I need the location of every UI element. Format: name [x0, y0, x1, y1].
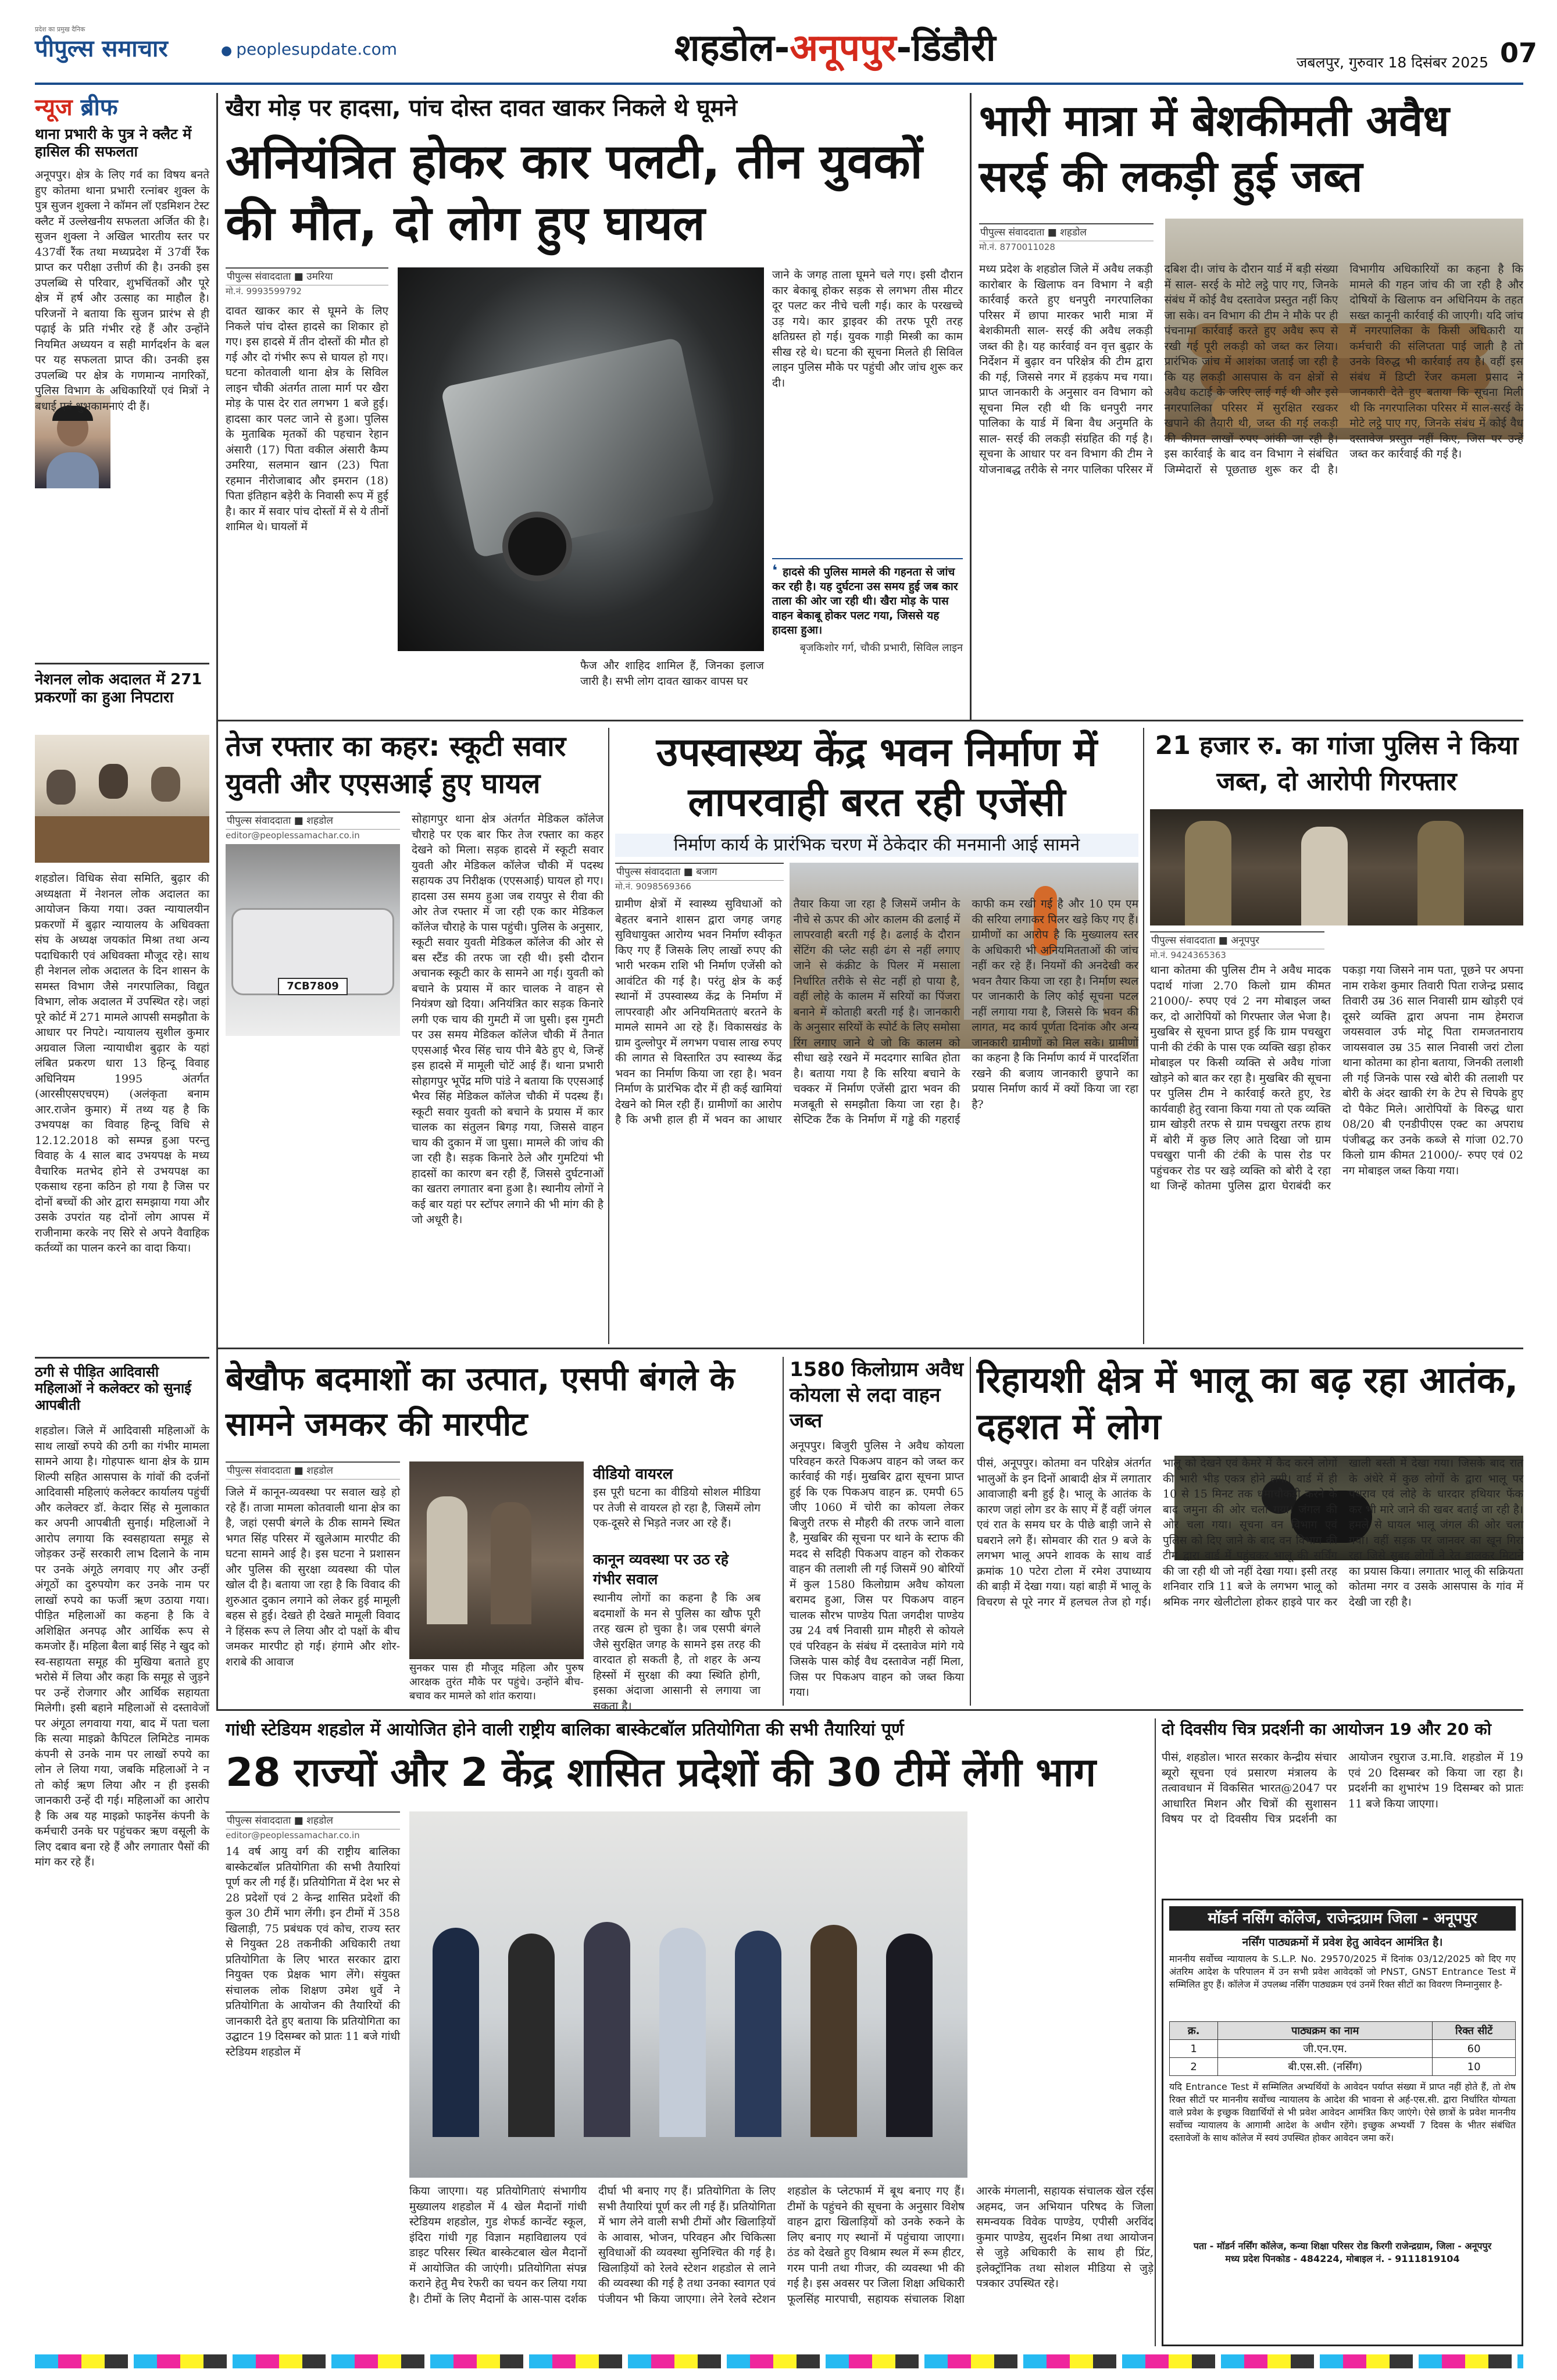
print-registration-strip [35, 2354, 1523, 2368]
lakdi-byline: पीपुल्स संवाददाता ■ शहडोल मो.नं. 8770011028 [979, 223, 1154, 253]
lok-adalat-photo [35, 735, 209, 863]
advert-table-header: रिक्त सीटें [1433, 2022, 1516, 2040]
advert-table [1169, 2021, 1516, 2076]
news-brief-body: अनूपपुर। क्षेत्र के लिए गर्व का विषय बनते हुए कोतमा थाना प्रभारी रत्नांबर शुक्ल के पुत्र सुजन शुक्ला ने कॉमन लॉ एडमिशन टेस्ट क्लैट में उल्लेखनीय सफलता अर्जित की है। सुजन शुक्ला ने अखिल भारतीय स्तर पर 437वीं रैंक तथा मध्यप्रदेश में 37वीं रैंक प्राप्त कर परीक्षा उत्तीर्ण की है। उनकी इस उपलब्धि से परिवार, शुभचिंतकों और पूरे क्षेत्र में हर्ष और उत्साह का माहौल है। परिजनों ने बताया कि सुजन प्रारंभ से ही पढ़ाई के प्रति गंभीर रहे हैं और उन्होंने नियमित अध्ययन व सही मार्गदर्शन के बल पर यह सफलता प्राप्त की। उनकी इस उपलब्धि पर क्षेत्र के गणमान्य नागरिकों, पुलिस विभाग के अधिकारियों एवं मित्रों ने बधाई एवं शुभकामनाएं दी हैं। [35, 169, 209, 413]
masthead [35, 23, 1538, 79]
advert-table-header: क्र. [1170, 2022, 1218, 2040]
basketball-body-left: 14 वर्ष आयु वर्ग की राष्ट्रीय बालिका बास्केटबॉल प्रतियोगिता की सभी तैयारियां पूर्ण कर ली गई हैं। प्रतियोगिता में देश भर से 28 प्रदेशों एवं 2 केन्द्र शासित प्रदेशों की कुल 30 टीमें भाग लेंगी। इन टीमों में 358 खिलाड़ी, 75 प्रबंधक एवं कोच, राज्य स्तर से नियुक्त 28 तकनीकी अधिकारी तथा प्रतियोगिता के लिए भारत सरकार द्वारा नियुक्त एक प्रेक्षक भाग लेंगे। संयुक्त संचालक लोक शिक्षण उमेश धुर्वे ने प्रतियोगिता के आयोजन की तैयारियों की जानकारी देते हुए बताया कि प्रतियोगिता का उद्घाटन 19 दिसम्बर को प्रातः 11 बजे गांधी स्टेडियम शहडोल में [226, 1845, 400, 2059]
car-accident-byline: पीपुल्स संवाददाता ■ उमरिया मो.नं. 9993599792 [226, 267, 388, 297]
masthead-rule [35, 83, 1523, 85]
advert-footer: यदि Entrance Test में सम्मिलित अभ्यर्थियों के आवेदन पर्याप्त संख्या में प्राप्त नहीं होते हैं, तो शेष रिक्त सीटों पर माननीय सर्वोच्च न्यायालय के आदेश की भावना से अर्ह-एस.सी. द्वारा निर्धारित योग्यता वाले प्रवेश के इच्छुक विद्यार्थियों से भी प्रवेश आवेदन आमंत्रित किए जाएंगे। ऐसे छात्रों के प्रवेश माननीय सर्वोच्च न्यायालय के आगामी आदेश के अधीन रहेंगे। इच्छुक अभ्यर्थी 7 दिवस के भीतर संबंधित दस्तावेजों के साथ कॉलेज में स्वयं उपस्थित होकर आवेदन जमा करें। [1169, 2081, 1516, 2143]
bhalu-article [977, 1357, 1523, 1706]
sp-bangla-caption: सुनकर पास ही मौजूद महिला और पुरुष आरक्षक तुरंत मौके पर पहुंचे। उन्होंने बीच-बचाव कर मामले को शांत कराया। [409, 1662, 584, 1702]
website-url[interactable]: ● peoplesupdate.com [221, 40, 398, 59]
table-cell: बी.एस.सी. (नर्सिंग) [1218, 2058, 1433, 2076]
sp-bangla-article [226, 1357, 760, 1713]
car-wreck-photo [398, 267, 764, 651]
divider-right [970, 93, 972, 721]
video-viral-head: वीडियो वायरल [593, 1466, 673, 1483]
table-cell: 10 [1433, 2058, 1516, 2076]
scooty-byline: पीपुल्स संवाददाता ■ शहडोल editor@peoplessamachar.co.in [226, 812, 400, 841]
section-dindori: -डिंडौरी [896, 27, 996, 70]
sp-bangla-body-left: जिले में कानून-व्यवस्था पर सवाल खड़े हो रहे हैं। ताजा मामला कोतवाली थाना क्षेत्र का है, जहां एसपी बंगले के ठीक सामने स्थित भगत सिंह परिसर में खुलेआम मारपीट की घटना सामने आई है। इस घटना ने प्रशासन और पुलिस की सुरक्षा व्यवस्था की पोल खोल दी है। बताया जा रहा है कि विवाद की शुरुआत दुकान लगाने को लेकर हुई मामूली बहस से हुई। देखते ही देखते मामूली विवाद ने हिंसक रूप ले लिया और दो पक्षों के बीच जमकर मारपीट हो गई। हंगामे और शोर-शराबे की आवाज [226, 1486, 400, 1668]
divider-row1 [216, 720, 1523, 721]
sp-bangla-byline: पीपुल्स संवाददाता ■ शहडोल [226, 1461, 400, 1480]
divider-upswasthya-left [608, 728, 609, 1344]
ganja-byline: पीपुल्स संवाददाता ■ अनूपपुर मो.नं. 9424365363 [1150, 931, 1324, 961]
car-accident-body-left: दावत खाकर कार से घूमने के लिए निकले पांच दोस्त हादसे का शिकार हो गए। इस हादसे में तीन दोस्तों की मौत हो गई और दो गंभीर रूप से घायल हो गए। घटना कोतवाली थाना क्षेत्र के सिविल लाइन चौकी अंतर्गत ताला मार्ग पर खैरा मोड़ के पास देर रात लगभग 1 बजे हुई। हादसा कार पलट जाने से हुआ। पुलिस के मुताबिक मृतकों की पहचान रेहान अंसारी (17) पिता वकील अंसारी कैम्प उमरिया, सलमान खान (23) पिता रहमान नीरोजाबाद और इमरान (18) पिता इंतिहान बड़ेरी के निवासी रूप में हुई है। कार में सवार पांच दोस्तों में से ये तीनों शामिल थे। घायलों में [226, 305, 388, 533]
divider-koyla-left [783, 1357, 784, 1706]
crashed-car-photo [226, 844, 400, 1036]
upswasthya-byline: पीपुल्स संवाददाता ■ बजाग मो.नं. 9098569366 [615, 863, 784, 892]
table-row [1170, 2058, 1516, 2076]
ganja-body: थाना कोतमा की पुलिस टीम ने अवैध मादक पदार्थ गांजा 2.70 किलो ग्राम कीमत 21000/- रुपए एवं 2 नग मोबाइल जब्त कर, दो आरोपियों को गिरफ्तार जेल भेजा है। मुखबिर से सूचना प्राप्त हुई कि ग्राम पचखुरा पानी की टंकी के पास एक व्यक्ति खड़ा होकर मोबाइल पर किसी व्यक्ति से अवैध गांजा खोड़ने को बात कर रहा है। मुखबिर की सूचना पर पुलिस टीम ने कार्रवाई करते हुए, रेड कार्यवाही हेतु रवाना किया गया तो एक व्यक्ति ग्राम खोड़री तरफ से ग्राम पचखुरा तरफ हाथ में बोरी में कुछ लिए आते दिखा जो ग्राम पचखुरा पानी की टंकी के पास रोड पर पहुंचकर रोड पर खड़े व्यक्ति को बोरी दे रहा था जिन्हें कोतमा पुलिस द्वारा घेराबंदी कर पकड़ा गया जिसने नाम पता, पूछने पर अपना नाम राकेश कुमार तिवारी पिता राजेन्द्र प्रसाद तिवारी उम्र 36 साल निवासी ग्राम खोड़री एवं दूसरे व्यक्ति द्वारा अपना नाम हेमराज जयसवाल उर्फ मोटू पिता रामजतनाराय जायसवाल उम्र 35 साल निवासी जरां टोला थाना कोतमा का होना बताया, जिनकी तलाशी ली गई जिनके पास रखे बोरी की तलाशी पर बोरी के अंदर खाकी रंग के टेप से चिपके हुए दो पैकेट मिले। आरोपियों के विरुद्ध धारा 08/20 बी एनडीपीएस एक्ट का अपराध पंजीबद्ध कर उनके कब्जे से गांजा 02.70 किलो ग्राम कीमत 21000/- रुपए एवं 02 नग मोबाइल जब्त किया गया। [1150, 964, 1523, 1192]
chitra-article [1162, 1718, 1523, 1893]
globe-icon: ● [221, 44, 237, 58]
table-row [1170, 2040, 1516, 2058]
basketball-byline: पीपुल्स संवाददाता ■ शहडोल editor@peoplessamachar.co.in [226, 1811, 400, 1841]
lok-adalat-article [35, 671, 209, 1351]
table-cell: 2 [1170, 2058, 1218, 2076]
divider-lok-adalat [35, 663, 209, 664]
koyla-article [790, 1357, 964, 1706]
upswasthya-body: ग्रामीण क्षेत्रों में स्वास्थ्य सुविधाओं को बेहतर बनाने शासन द्वारा जगह जगह सुविधायुक्त आरोग्य भवन निर्माण स्वीकृत किए गए हैं जिसके लिए लाखों रुपए की भारी भरकम राशि भी निर्माण एजेंसी को आवंटित की गई है। परंतु क्षेत्र के कई स्थानों में उपस्वास्थ्य केंद्र के निर्माण में लापरवाही और अनियमितताएं बरतने के मामले सामने आ रहे हैं। विकासखंड के ग्राम दुल्लोपुर में लगभग पचास लाख रुपए की लागत से विस्तारित उप स्वास्थ्य केंद्र भवन का निर्माण किया जा रहा है। भवन निर्माण के प्रारंभिक दौर में ही कई खामियां देखने को मिल रही हैं। ग्रामीणों का आरोप है कि अभी हाल ही में भवन का आधार तैयार किया जा रहा है जिसमें जमीन के नीचे से ऊपर की ओर कालम की ढलाई में लापरवाही बरती गई है। ढलाई के दौरान सेंटिंग की प्लेट सही ढंग से नहीं लगाए जाने से कंक्रीट के पिलर में मसाला निर्धारित तरीके से सेट नहीं हो पाया है, वहीं लोहे के कालम में सरियों का पिंजरा बनाने में कोताही बरती गई है। जानकारी के अनुसार सरियों के स्पोर्ट के लिए समोसा रिंग लगाए जाने थे जो कि कालम को सीधा खड़े रखने में मददगार साबित होता है। बताया गया है कि सरिया बचाने के चक्कर में निर्माण एजेंसी द्वारा भवन की मजबूती से समझौता किया जा रहा है। सेप्टिक टैंक के निर्माण में गड्ढे की गहराई काफी कम रखी गई है और 10 एम एम की सरिया लगाकर पिलर खड़े किए गए हैं। ग्रामीणों का आरोप है कि मुख्यालय स्तर के अधिकारी भी अनियमितताओं की जांच नहीं कर रहे हैं। नियमों की अनदेखी कर भवन तैयार किया जा रहा है। निर्माण स्थल पर जानकारी के लिए कोई सूचना पटल नहीं लगाया गया है, जिससे कि भवन की लागत, मद कार्य पूर्णता दिनांक और अन्य जानकारी ग्रामीणों को मिल सके। ग्रामीणों का कहना है कि निर्माण कार्य में पारदर्शिता रखने की बजाय जानकारी छुपाने का प्रयास निर्माण कार्य में क्यों किया जा रहा है? [615, 898, 1138, 1126]
newspaper-logo [35, 26, 203, 72]
section-shahdol: शहडोल- [674, 27, 790, 70]
lok-adalat-body: शहडोल। विधिक सेवा समिति, बुढ़ार की अध्यक्षता में नेशनल लोक अदालत का आयोजन किया गया। उक्त न्यायालयीन प्रकरणों में बुढ़ार न्यायालय के अधिवक्ता संघ के अध्यक्ष जयकांत मिश्रा तथा अन्य पदाधिकारी एवं अधिवक्ता मौजूद रहे। साथ ही नेशनल लोक अदालत के दिन शासन के समस्त विभाग जैसे नगरपालिका, विद्युत विभाग, लोक अदालत में उपस्थित रहे। जहां पूरे कोर्ट में 271 मामले आपसी समझौता के आधार पर निपटे। न्यायालय सुशील कुमार अग्रवाल जिला न्यायाधीश बुढ़ार के यहां लंबित प्रकरण धारा 13 हिन्दू विवाह अधिनियम 1995 अंतर्गत (आरसीएसएचएम) (अलंकृता बनाम आर.राजेन कुमार) में तथ्य यह है कि उभयपक्ष का विवाह हिन्दू विधि से 12.12.2018 को सम्पन्न हुआ परन्तु विवाह के 4 साल बाद उभयपक्ष के मध्य वैचारिक मतभेद होने से उभयपक्ष का एकसाथ रहना कठिन हो गया है जिस पर दोनों बच्चों की ओर द्वारा समझाया गया और उसके उपरांत यह दोनों लोग आपस में राजीनामा करके नए सिरे से अपने वैवाहिक कर्तव्यों का पालन करने का वादा किया। [35, 872, 209, 1255]
upswasthya-subhead: निर्माण कार्य के प्रारंभिक चरण में ठेकेदार की मनमानी आई सामने [615, 834, 1138, 857]
advert-subtitle: नर्सिंग पाठ्यक्रमों में प्रवेश हेतु आवेदन आमंत्रित है। [1242, 1936, 1443, 1949]
divider-adivasi [35, 1357, 209, 1359]
scooty-headline: तेज रफ्तार का कहर: स्कूटी सवार युवती और एएसआई हुए घायल [226, 730, 566, 800]
divider-bhalu-left [970, 1357, 971, 1706]
table-cell: 60 [1433, 2040, 1516, 2058]
basketball-headline: 28 राज्यों और 2 केंद्र शासित प्रदेशों की 30 टीमें लेंगी भाग [226, 1750, 1096, 1796]
law-order-head: कानून व्यवस्था पर उठ रहे गंभीर सवाल [593, 1551, 729, 1588]
adivasi-headline: ठगी से पीड़ित आदिवासी महिलाओं ने कलेक्टर को सुनाई आपबीती [35, 1364, 191, 1413]
scooty-body: सोहागपुर थाना क्षेत्र अंतर्गत मेडिकल कॉलेज चौराहे पर एक बार फिर तेज रफ्तार का कहर देखने को मिला। सड़क हादसे में स्कूटी सवार युवती और मेडिकल कॉलेज चौकी में पदस्थ सहायक उप निरीक्षक (एएसआई) घायल हो गए। हादसा उस समय हुआ जब रायपुर से रीवा की ओर तेज रफ्तार में जा रही एक कार मेडिकल कॉलेज चौराहे के पास पहुंची। पुलिस के अनुसार, स्कूटी सवार युवती मेडिकल कॉलेज की ओर से बस स्टैंड की तरफ जा रही थी। इसी दौरान अचानक स्कूटी कार के सामने आ गई। युवती को बचाने के प्रयास में कार चालक ने वाहन से नियंत्रण खो दिया। अनियंत्रित कार सड़क किनारे लगी एक चाय की गुमटी में जा घुसी। इस गुमटी पर उस समय मेडिकल कॉलेज चौकी में तैनात एएसआई भैरव सिंह चाय पीने बैठे हुए थे, जिन्हें इस हादसे में मामूली चोटें आई हैं। थाना प्रभारी सोहागपुर भूपेंद्र मणि पांडे ने बताया कि एएसआई भैरव सिंह मेडिकल कॉलेज चौकी में पदस्थ हैं। स्कूटी सवार युवती को बचाने के प्रयास में कार चालक का संतुलन बिगड़ गया, जिससे वाहन चाय की दुकान में जा घुसा। मामले की जांच की जा रही है। सड़क किनारे ठेले और गुमटियां भी हादसों का कारण बन रही हैं, जिससे दुर्घटनाओं का खतरा लगातार बना हुआ है। स्थानीय लोगों ने कई बार यहां पर स्टॉपर लगाने की भी मांग की है जो अधूरी है। [412, 813, 603, 1226]
lok-adalat-headline: नेशनल लोक अदालत में 271 प्रकरणों का हुआ निपटारा [35, 671, 202, 706]
video-viral-body: इस पूरी घटना का वीडियो सोशल मीडिया पर तेजी से वायरल हो रहा है, जिसमें लोग एक-दूसरे से भिड़ते नजर आ रहे हैं। [593, 1486, 760, 1530]
adivasi-article [35, 1364, 209, 2346]
section-anuppur: अनूपपुर [790, 27, 897, 70]
sp-bangla-headline: बेखौफ बदमाशों का उत्पात, एसपी बंगले के सामने जमकर की मारपीट [226, 1360, 735, 1443]
advert-contact: मध्य प्रदेश पिनकोड - 484224, मोबाइल नं. - 9111819104 [1225, 2253, 1460, 2264]
dateline: जबलपुर, गुरुवार 18 दिसंबर 2025 [1296, 54, 1488, 71]
bhalu-headline: रिहायशी क्षेत्र में भालू का बढ़ रहा आतंक, दहशत में लोग [977, 1359, 1519, 1448]
news-brief-headline: थाना प्रभारी के पुत्र ने क्लैट में हासिल की सफलता [35, 126, 192, 160]
logo-text: पीपुल्स समाचार [35, 35, 168, 62]
basketball-article [226, 1718, 1154, 2346]
table-cell: जी.एन.एम. [1218, 2040, 1433, 2058]
sp-bangla-right [593, 1357, 760, 1713]
advert-table-header: पाठ्यक्रम का नाम [1218, 2022, 1433, 2040]
page-number: 07 [1500, 37, 1538, 69]
car-accident-article [226, 93, 963, 715]
bhalu-body: पीसं, अनूपपुर। कोतमा वन परिक्षेत्र अंतर्गत भालुओं के इन दिनों आबादी क्षेत्र में लगातार आवाजाही बनी हुई है। भालू के आतंक के कारण जहां लोग डर के साए में हैं वहीं जंगल एवं रात के समय घर के पीछे बाड़ी जाने से घबराने लगे हैं। सोमवार की रात 9 बजे के लगभग भालू अपने शावक के साथ वार्ड क्रमांक 10 पटेरा टोला में रमेश उपाध्याय की बाड़ी में देखा गया। यहां बाड़ी में भालू के विचरण से पूरे नगर में हलचल तेज हो गई। भालू को देखने एवं कैमरे में कैद करने लोगों की भारी भीड़ एकत्र होने लगी। वार्ड में ही 10 से 15 मिनट तक धमाचौकड़ी करने के बाद जमुना की ओर चला गया। जंगल की ओर चला गया। सूचना वन विभाग एवं पुलिस को दिए जाने के बाद वन विभाग की टीम द्वारा वार्ड में पहुंचकर भालू की सर्चिंग की जा रही थी जो नहीं देखा गया। इसी तरह शनिवार रात्रि 11 बजे के लगभग भालू को श्रमिक नगर खेलीटोला होकर हाइवे पार कर खाली बस्ती में देखा गया। जिसके बाद रात के अंधेरे में कुछ लोगों के द्वारा भालू पर पथराव एवं लोहे के धारदार हथियार फेंक कर भी मारे जाने की खबर बताई जा रही है। हमले से घायल भालू जंगल की ओर चला गया। वहीं सड़क पर जानवर का खून गिरा रहा जिसे सुबह लोगों ने रेत डालकर मिटाने का प्रयास किया। लगातार भालू की सक्रियता कोतमा नगर व उसके आसपास के गांव में देखी जा रही है। [977, 1457, 1523, 1609]
chitra-headline: दो दिवसीय चित्र प्रदर्शनी का आयोजन 19 और 20 को [1162, 1720, 1492, 1739]
adivasi-body: शहडोल। जिले में आदिवासी महिलाओं के साथ लाखों रुपये की ठगी का गंभीर मामला सामने आया है। गोहपारू थाना क्षेत्र के ग्राम शिल्पी सहित आसपास के गांवों की दर्जनों आदिवासी महिलाएं कलेक्टर कार्यालय पहुंचीं और कलेक्टर डॉ. केदार सिंह से मुलाकात कर अपनी आपबीती सुनाई। महिलाओं ने आरोप लगाया कि स्वसहायता समूह से जोड़कर उन्हें सरकारी लाभ दिलाने के नाम पर उनके अंगूठे लगवाए गए और उन्हीं अंगूठों का दुरुपयोग कर उनके नाम पर लाखों रुपये का फर्जी ऋण उठाया गया। पीड़ित महिलाओं का कहना है कि वे अशिक्षित अनपढ़ और आर्थिक रूप से कमजोर हैं। महिला बैला बाई सिंह ने खुद को स्व-सहायता समूह की मुखिया बताते हुए भरोसे में लिया और कहा कि समूह से जुड़ने पर उन्हें रोजगार और आर्थिक सहायता मिलेगी। इसी बहाने महिलाओं से दस्तावेजों पर अंगूठा लगवाया गया, बाद में पता चला कि सत्या माइक्रो कैपिटल लिमिटेड नामक कंपनी से उनके नाम पर लाखों रुपये का लोन ले लिया गया, जबकि महिलाओं ने न तो कोई ऋण लिया और न ही इसकी जानकारी उन्हें दी गई। महिलाओं का आरोप है कि अब यह माइक्रो फाइनेंस कंपनी के कर्मचारी उनके घर पहुंचकर ऋण वसूली के लिए दबाव बना रहे हैं और लगातार पैसों की मांग कर रहे हैं। [35, 1424, 209, 1868]
car-accident-quote: ❛ हादसे की पुलिस मामले की गहनता से जांच कर रही है। यह दुर्घटना उस समय हुई जब कार ताला की ओर जा रही थी। खैरा मोड़ के पास वाहन बेकाबू होकर पलट गया, जिससे यह हादसा हुआ। बृजकिशोर गर्ग, चौकी प्रभारी, सिविल लाइन [772, 558, 963, 715]
car-accident-body-right: जाने के जगह ताला घूमने चले गए। इसी दौरान कार बेकाबू होकर सड़क से लगभग तीस मीटर दूर पलट कर नीचे चली गई। कार के परखच्चे उड़ गये। कार ड्राइवर की तरफ पूरी तरह क्षतिग्रस्त हो गई। युवक गाड़ी मिस्त्री का काम सीख रहे थे। घटना की सूचना मिलते ही सिविल लाइन पुलिस मौके पर पहुंची और जांच शुरू कर दी। [772, 269, 963, 389]
divider-row2 [216, 1348, 1523, 1349]
basketball-press-photo [409, 1811, 967, 2178]
upswasthya-headline: उपस्वास्थ्य केंद्र भवन निर्माण में लापरवाही बरत रही एजेंसी [656, 730, 1098, 826]
logo-tagline: प्रदेश का प्रमुख दैनिक [35, 26, 85, 33]
koyla-body: अनूपपुर। बिजुरी पुलिस ने अवैध कोयला परिवहन करते पिकअप वाहन को जब्त कर कार्रवाई की गई। मुखबिर द्वारा सूचना प्राप्त हुई कि एक पिकअप वाहन क्र. एमपी 65 जीए 1060 में चोरी का कोयला लेकर बिजुरी तरफ से मौहरी की तरफ जाने वाला है, मुखबिर की सूचना पर थाने के स्टाफ की मदद से सदिही पिकअप वाहन को रोककर वाहन की तलाशी ली गई जिसमें 90 बोरियों में कुल 1580 किलोग्राम अवैध कोयला बरामद हुआ, जिस पर पिकअप वाहन चालक सौरभ पाण्डेय पिता जगदीश पाण्डेय उम्र 24 वर्ष निवासी ग्राम मौहरी से कोयले एवं परिवहन के संबंध में दस्तावेज मांगे गये जिसके पास कोई वैध दस्तावेज नहीं मिला, जिस पर पिकअप वाहन को जब्त किया गया। [790, 1439, 964, 1699]
quote-attribution: बृजकिशोर गर्ग, चौकी प्रभारी, सिविल लाइन [799, 642, 963, 654]
news-brief [35, 93, 209, 657]
chitra-body: पीसं, शहडोल। भारत सरकार केन्द्रीय संचार ब्यूरो सूचना एवं प्रसारण मंत्रालय के तत्वावधान में विकसित भारत@2047 पर आधारित मिशन और चित्रों की सुशासन विषय पर दो दिवसीय चित्र प्रदर्शनी का आयोजन रघुराज उ.मा.वि. शहडोल में 19 एवं 20 दिसम्बर को किया जा रहा है। प्रदर्शनी का शुभारंभ 19 दिसम्बर को प्रातः 11 बजे किया जाएगा। [1162, 1751, 1523, 1825]
basketball-body-right: किया जाएगा। यह प्रतियोगिताएं संभागीय मुख्यालय शहडोल में 4 खेल मैदानों गांधी स्टेडियम शहडोल, गुड शेफर्ड कान्वेंट स्कूल, इंदिरा गांधी गृह विज्ञान महाविद्यालय एवं डाइट परिसर स्थित बास्केटबाल खेल मैदानों में आयोजित की जाएंगी। प्रतियोगिता संपन्न कराने हेतु मैच रेफरी का चयन कर लिया गया है। टीमों के लिए मैदानों के आस-पास दर्शक दीर्घा भी बनाए गए हैं। प्रतियोगिता के लिए सभी तैयारियां पूर्ण कर ली गई हैं। प्रतियोगिता में भाग लेने वाली सभी टीमों और खिलाड़ियों के आवास, भोजन, परिवहन और चिकित्सा सुविधाओं की व्यवस्था सुनिश्चित की गई है। खिलाड़ियों को रेलवे स्टेशन शहडोल से लाने की व्यवस्था की गई है तथा उनका स्वागत एवं पंजीयन भी किया जाएगा। लेने रेलवे स्टेशन शहडोल के प्लेटफार्म में बूथ बनाए गए हैं। टीमों के पहुंचने की सूचना के अनुसार विशेष वाहन द्वारा खिलाड़ियों को उनके रुकने के लिए बनाए गए स्थानों में पहुंचाया जाएगा। ठंड को देखते हुए विश्राम स्थल में रूम हीटर, गरम पानी तथा गीजर, की व्यवस्था भी की गई है। इस अवसर पर जिला शिक्षा अधिकारी फूलसिंह मारपाची, सहायक संचालक शिक्षा आरके मंगलानी, सहायक संचालक खेल रईस अहमद, जन अभियान परिषद के जिला समन्वयक विवेक पाण्डेय, एपीसी अरविंद कुमार पाण्डेय, सुदर्शन मिश्रा तथा आयोजन से जुड़े अधिकारी के साथ ही प्रिंट, इलेक्ट्रॉनिक तथा सोशल मीडिया से जुड़े पत्रकार उपस्थित रहे। [409, 2185, 1154, 2306]
news-brief-label: न्यूज ब्रीफ [35, 94, 118, 121]
table-cell: 1 [1170, 2040, 1218, 2058]
upswasthya-article [615, 728, 1138, 1344]
divider-ganja-left [1143, 728, 1144, 1344]
ganja-headline: 21 हजार रु. का गांजा पुलिस ने किया जब्त, दो आरोपी गिरफ्तार [1155, 731, 1519, 796]
law-order-body: स्थानीय लोगों का कहना है कि अब बदमाशों के मन से पुलिस का खौफ पूरी तरह खत्म हो चुका है। जब एसपी बंगले जैसे सुरक्षित जगह के सामने इस तरह की वारदात हो सकती है, तो शहर के अन्य हिस्सों में सुरक्षा की क्या स्थिति होगी, इसका अंदाजा आसानी से लगाया जा सकता है। [593, 1592, 760, 1713]
ganja-seizure-photo [1150, 809, 1523, 925]
nursing-college-advert [1162, 1899, 1523, 2346]
advert-address: पता - मॉडर्न नर्सिंग कॉलेज, कन्या शिक्षा परिसर रोड किरगी राजेन्द्रग्राम, जिला - अनूपपुर [1193, 2240, 1492, 2252]
quote-icon: ❛ [772, 562, 783, 580]
fight-photo [409, 1461, 584, 1659]
ganja-article [1150, 728, 1523, 1344]
lakdi-article [979, 93, 1523, 715]
divider-row3 [216, 1709, 1523, 1711]
scooty-article [226, 728, 603, 1344]
car-plate: 7CB7809 [278, 978, 348, 995]
car-accident-headline: अनियंत्रित होकर कार पलटी, तीन युवकों की मौत, दो लोग हुए घायल [226, 134, 923, 251]
basketball-kicker: गांधी स्टेडियम शहडोल में आयोजित होने वाली राष्ट्रीय बालिका बास्केटबॉल प्रतियोगिता की सभी तैयारियां पूर्ण [226, 1720, 904, 1740]
lakdi-body: मध्य प्रदेश के शहडोल जिले में अवैध लकड़ी कारोबार के खिलाफ वन विभाग ने बड़ी कार्रवाई करते हुए धनपुरी नगरपालिका परिसर में छापा मारकर भारी मात्रा में बेशकीमती साल- सरई की अवैध लकड़ी जब्त की है। यह कार्रवाई वन वृत्त बुढ़ार के निर्देशन में बुढ़ार वन परिक्षेत्र की टीम द्वारा की गई, जिससे नगर में हड़कंप मच गया। प्राप्त जानकारी के अनुसार वन विभाग को सूचना मिल रही थी कि धनपुरी नगर पालिका के यार्ड में बिना वैध अनुमति के साल- सरई की लकड़ी संग्रहित की गई है। सूचना के आधार पर वन विभाग की टीम ने योजनाबद्ध तरीके से नगर पालिका परिसर में दबिश दी। जांच के दौरान यार्ड में बड़ी संख्या में साल- सरई के मोटे लट्ठे पाए गए, जिनके संबंध में कोई वैध दस्तावेज प्रस्तुत नहीं किए जा सके। वन विभाग की टीम ने मौके पर ही पंचनामा कार्रवाई करते हुए अवैध रूप से रखी गई पूरी लकड़ी को जब्त कर लिया। प्रारंभिक जांच में आशंका जताई जा रही है कि यह लकड़ी आसपास के वन क्षेत्रों से अवैध कटाई के जरिए लाई गई थी और इसे नगरपालिका परिसर में सुरक्षित रखकर खपाने की तैयारी थी, जब्त की गई लकड़ी की कीमत लाखों रुपए आंकी जा रही है। इस कार्रवाई के बाद वन विभाग ने संबंधित जिम्मेदारों से पूछताछ शुरू कर दी है। विभागीय अधिकारियों का कहना है कि मामले की गहन जांच की जा रही है और दोषियों के खिलाफ वन अधिनियम के तहत सख्त कानूनी कार्रवाई की जाएगी। यदि जांच में नगरपालिका के किसी अधिकारी या कर्मचारी की संलिप्तता पाई जाती है तो उनके विरुद्ध भी कार्रवाई तय है। वहीं इस संबंध में डिप्टी रेंजर कमला प्रसाद ने जानकारी देते हुए बताया कि सूचना मिली थी कि नगरपालिका परिसर में साल-सरई के मोटे लट्ठे पाए गए, जिनके संबंध में कोई वैध दस्तावेज प्रस्तुत नहीं किए, जिस पर उन्हें जब्त कर कार्रवाई की गई है। [979, 263, 1523, 476]
divider-left [216, 93, 218, 1709]
advert-title: मॉडर्न नर्सिंग कॉलेज, राजेन्द्रग्राम जिला - अनूपपुर [1169, 1906, 1516, 1931]
lakdi-headline: भारी मात्रा में बेशकीमती अवैध सरई की लकड़ी हुई जब्त [979, 96, 1449, 202]
car-accident-body-mid: फैज और शाहिद शामिल हैं, जिनका इलाज जारी है। सभी लोग दावत खाकर वापस घर [580, 659, 764, 688]
koyla-headline: 1580 किलोग्राम अवैध कोयला से लदा वाहन जब्त [790, 1358, 964, 1432]
advert-notice: माननीय सर्वोच्च न्यायालय के S.L.P. No. 29570/2025 में दिनांक 03/12/2025 को दिए गए अंतरिम आदेश के परिपालन में उन सभी प्रवेश आवेदकों जो PNST, GNST Entrance Test में सम्मिलित हुए हैं। कॉलेज में उपलब्ध नर्सिंग पाठ्यक्रम एवं उनमें रिक्त सीटों का विवरण निम्नानुसार है- [1169, 1953, 1516, 1990]
car-accident-kicker: खैरा मोड़ पर हादसा, पांच दोस्त दावत खाकर निकले थे घूमने [226, 95, 737, 121]
section-title [674, 24, 1198, 74]
divider-chitra-left [1155, 1718, 1156, 2346]
